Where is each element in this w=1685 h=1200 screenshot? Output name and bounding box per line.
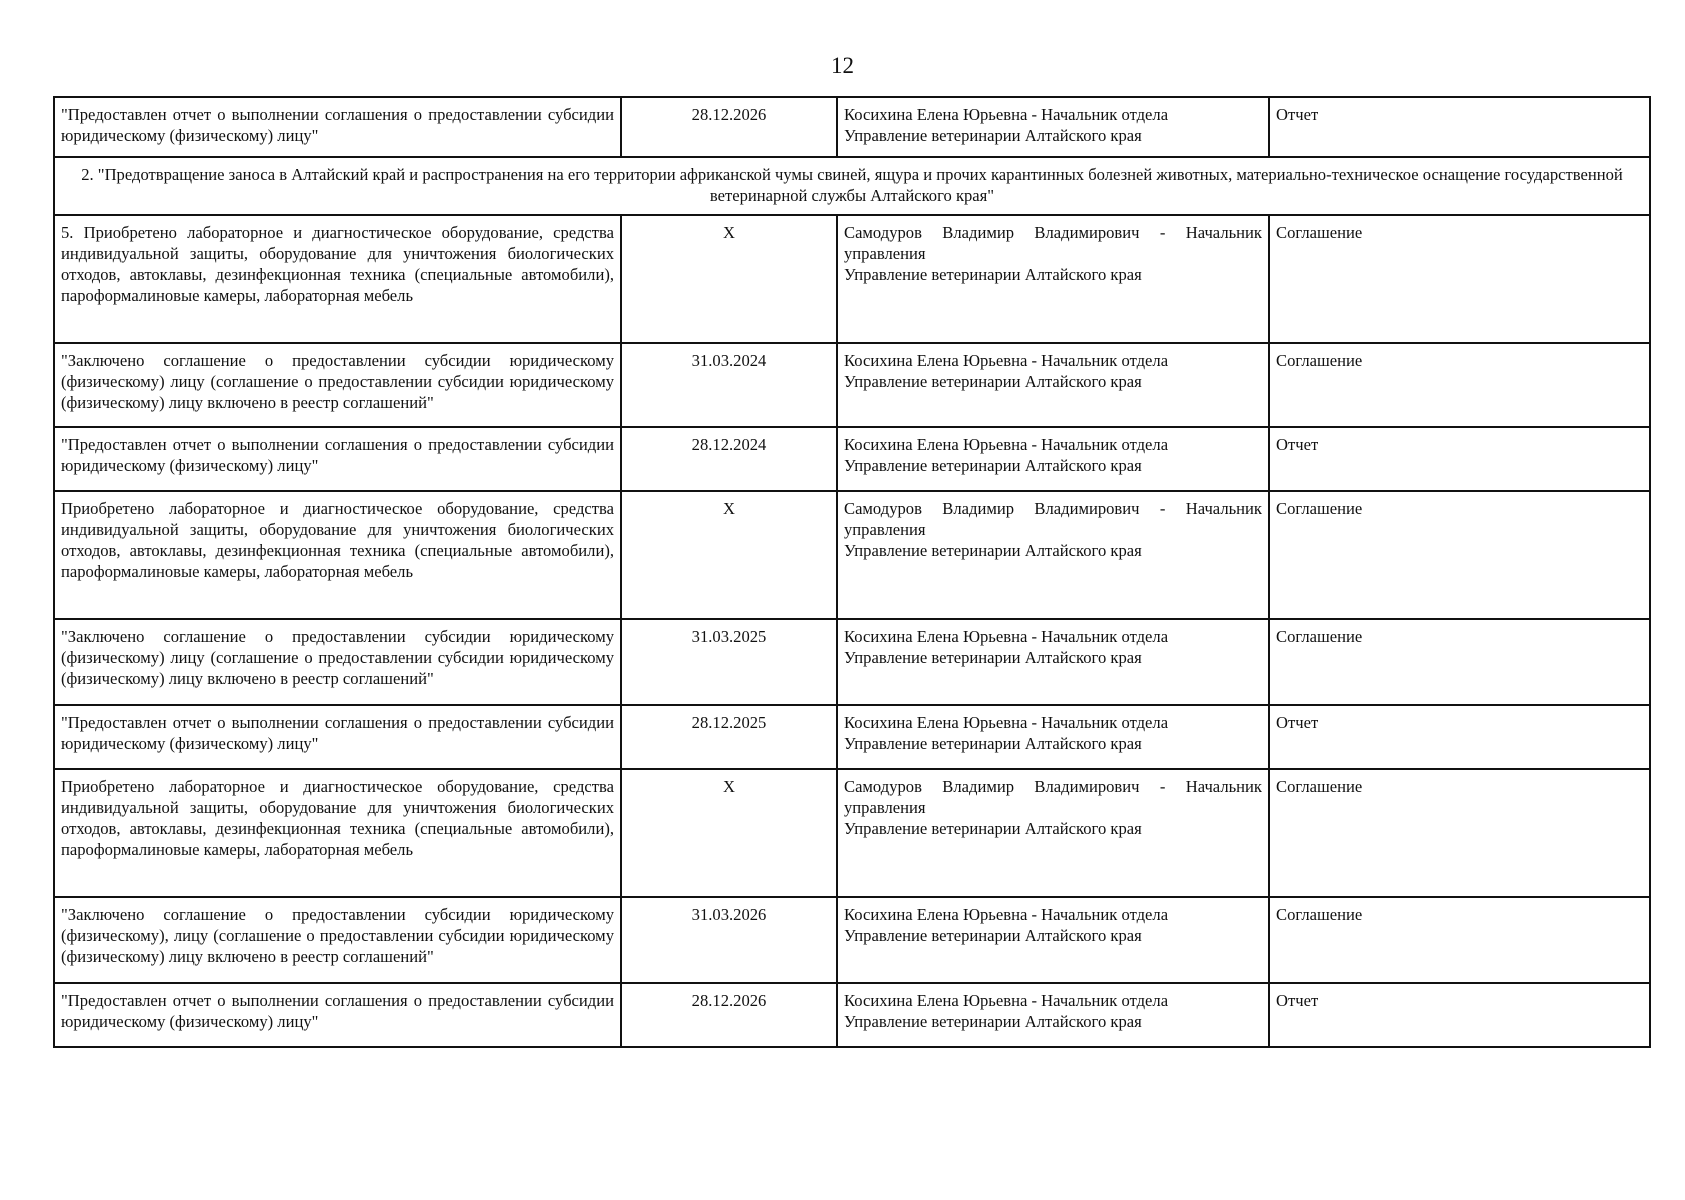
document-type-cell: Соглашение [1269,343,1650,427]
table-row [54,343,1650,427]
event-cell: "Предоставлен отчет о выполнении соглашения о предоставлении субсидии юридическому (физическому) лицу" [54,983,621,1047]
event-cell: "Заключено соглашение о предоставлении субсидии юридическому (физическому) лицу (соглашение о предоставлении субсидии юридическому (физическому) лицу включено в реестр соглашений" [54,343,621,427]
document-type-cell: Соглашение [1269,491,1650,619]
responsible-organization: Управление ветеринарии Алтайского края [844,541,1142,560]
responsible-organization: Управление ветеринарии Алтайского края [844,648,1142,667]
table-row [54,215,1650,343]
document-type-cell: Соглашение [1269,215,1650,343]
responsible-person: Косихина Елена Юрьевна - Начальник отдела [844,991,1169,1010]
document-type-cell: Соглашение [1269,619,1650,705]
responsible-cell [837,491,1269,619]
event-cell: "Заключено соглашение о предоставлении субсидии юридическому (физическому), лицу (соглашение о предоставлении субсидии юридическому (физическому) лицу включено в реестр соглашений" [54,897,621,983]
table-row [54,491,1650,619]
responsible-person: Самодуров Владимир Владимирович - Начальник управления [844,499,1262,539]
responsible-person: Самодуров Владимир Владимирович - Начальник управления [844,223,1262,263]
responsible-organization: Управление ветеринарии Алтайского края [844,819,1142,838]
responsible-cell [837,769,1269,897]
table-row [54,897,1650,983]
document-type-cell: Соглашение [1269,769,1650,897]
document-type-cell: Отчет [1269,705,1650,769]
responsible-person: Косихина Елена Юрьевна - Начальник отдела [844,351,1169,370]
date-cell: 28.12.2026 [621,97,837,157]
date-cell: 31.03.2026 [621,897,837,983]
table-row [54,97,1650,157]
responsible-cell [837,897,1269,983]
implementation-plan-table [53,96,1651,1048]
responsible-organization: Управление ветеринарии Алтайского края [844,372,1142,391]
responsible-person: Косихина Елена Юрьевна - Начальник отдела [844,713,1169,732]
section-heading: 2. "Предотвращение заноса в Алтайский край и распространения на его территории африканской чумы свиней, ящура и прочих карантинных болезней животных, материально-техническое оснащение государственной ветеринарной службы Алтайского края" [54,157,1650,215]
responsible-cell [837,97,1269,157]
date-cell: 28.12.2025 [621,705,837,769]
page-number: 12 [831,53,854,78]
responsible-cell [837,983,1269,1047]
responsible-cell [837,705,1269,769]
event-cell: "Заключено соглашение о предоставлении субсидии юридическому (физическому) лицу (соглашение о предоставлении субсидии юридическому (физическому) лицу включено в реестр соглашений" [54,619,621,705]
responsible-person: Косихина Елена Юрьевна - Начальник отдела [844,627,1169,646]
responsible-cell [837,619,1269,705]
responsible-person: Самодуров Владимир Владимирович - Начальник управления [844,777,1262,817]
responsible-person: Косихина Елена Юрьевна - Начальник отдела [844,105,1169,124]
date-cell: 31.03.2024 [621,343,837,427]
date-cell: 28.12.2026 [621,983,837,1047]
section-row [54,157,1650,215]
responsible-organization: Управление ветеринарии Алтайского края [844,926,1142,945]
document-type-cell: Отчет [1269,97,1650,157]
event-cell: 5. Приобретено лабораторное и диагностическое оборудование, средства индивидуальной защиты, оборудование для уничтожения биологических отходов, автоклавы, дезинфекционная техника (специальные автомобили), пароформалиновые камеры, лабораторная мебель [54,215,621,343]
responsible-organization: Управление ветеринарии Алтайского края [844,734,1142,753]
date-cell: X [621,215,837,343]
date-cell: 31.03.2025 [621,619,837,705]
table-row [54,427,1650,491]
document-type-cell: Соглашение [1269,897,1650,983]
document-type-cell: Отчет [1269,427,1650,491]
date-cell: X [621,769,837,897]
responsible-cell [837,343,1269,427]
responsible-cell [837,215,1269,343]
event-cell: "Предоставлен отчет о выполнении соглашения о предоставлении субсидии юридическому (физическому) лицу" [54,705,621,769]
event-cell: "Предоставлен отчет о выполнении соглашения о предоставлении субсидии юридическому (физическому) лицу" [54,97,621,157]
table-row [54,769,1650,897]
event-cell: "Предоставлен отчет о выполнении соглашения о предоставлении субсидии юридическому (физическому) лицу" [54,427,621,491]
responsible-organization: Управление ветеринарии Алтайского края [844,126,1142,145]
responsible-organization: Управление ветеринарии Алтайского края [844,265,1142,284]
date-cell: X [621,491,837,619]
event-cell: Приобретено лабораторное и диагностическое оборудование, средства индивидуальной защиты, оборудование для уничтожения биологических отходов, автоклавы, дезинфекционная техника (специальные автомобили), пароформалиновые камеры, лабораторная мебель [54,491,621,619]
date-cell: 28.12.2024 [621,427,837,491]
table-row [54,705,1650,769]
document-type-cell: Отчет [1269,983,1650,1047]
table-row [54,983,1650,1047]
responsible-organization: Управление ветеринарии Алтайского края [844,456,1142,475]
table-row [54,619,1650,705]
responsible-organization: Управление ветеринарии Алтайского края [844,1012,1142,1031]
responsible-cell [837,427,1269,491]
event-cell: Приобретено лабораторное и диагностическое оборудование, средства индивидуальной защиты, оборудование для уничтожения биологических отходов, автоклавы, дезинфекционная техника (специальные автомобили), пароформалиновые камеры, лабораторная мебель [54,769,621,897]
responsible-person: Косихина Елена Юрьевна - Начальник отдела [844,905,1169,924]
responsible-person: Косихина Елена Юрьевна - Начальник отдела [844,435,1169,454]
